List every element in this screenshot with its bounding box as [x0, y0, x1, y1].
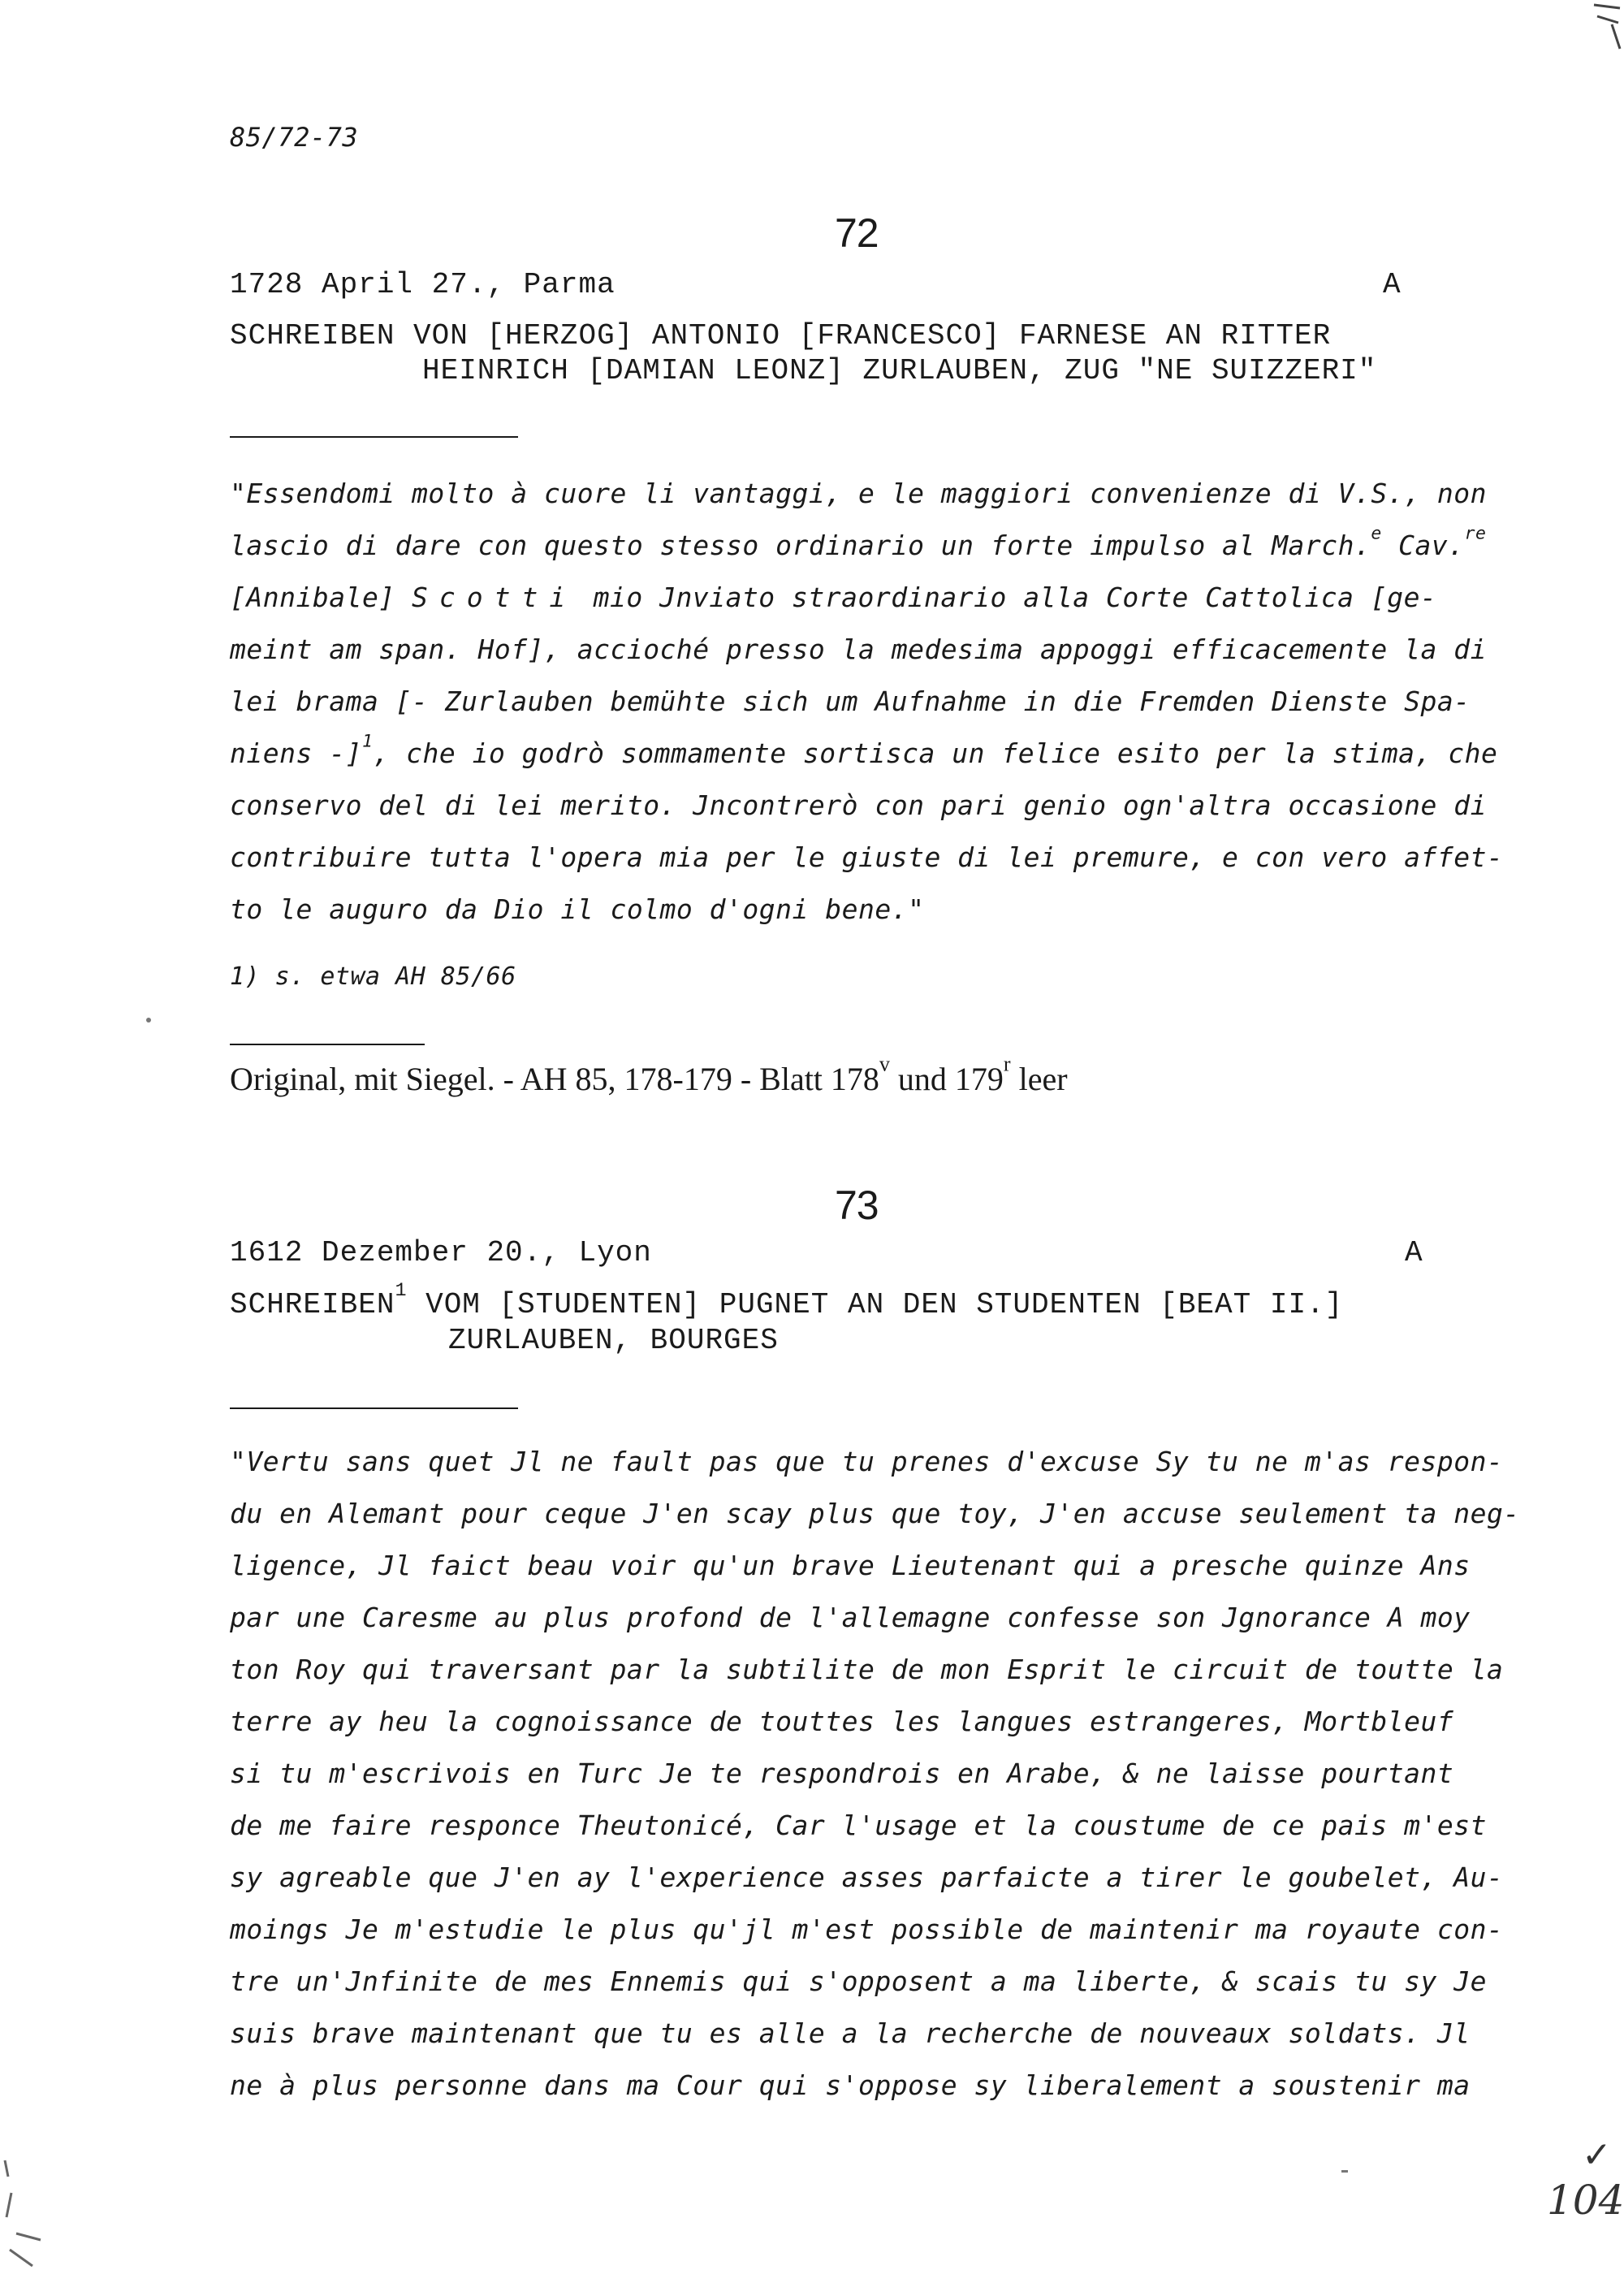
doc72-date-place: 1728 April 27., Parma [230, 268, 615, 301]
doc72-body-line: [Annibale] Scotti mio Jnviato straordinario alla Corte Cattolica [ge- [230, 582, 1437, 613]
separator-rule [230, 1407, 518, 1409]
separator-rule [230, 1044, 425, 1045]
doc72-title-line2: HEINRICH [DAMIAN LEONZ] ZURLAUBEN, ZUG "NE SUIZZERI" [422, 354, 1377, 387]
document-number-73: 73 [835, 1183, 879, 1228]
doc72-body-line: "Essendomi molto à cuore li vantaggi, e le maggiori convenienze di V.S., non [230, 478, 1487, 509]
separator-rule [230, 436, 518, 438]
doc73-body-line: "Vertu sans quet Jl ne fault pas que tu prenes d'excuse Sy tu ne m'as respon- [230, 1446, 1504, 1477]
archive-reference: 85/72-73 [230, 122, 359, 153]
doc73-body-line: ligence, Jl faict beau voir qu'un brave Lieutenant qui a presche quinze Ans [230, 1550, 1471, 1581]
doc73-body-line: suis brave maintenant que tu es alle a la recherche de nouveaux soldats. Jl [230, 2017, 1471, 2049]
doc72-source-note: Original, mit Siegel. - AH 85, 178-179 - Blatt 178$^v$ und 179$^r$ leer [230, 1052, 1068, 1097]
doc72-body-line: lei brama [- Zurlauben bemühte sich um Aufnahme in die Fremden Dienste Spa- [230, 685, 1471, 717]
doc73-body-line: ton Roy qui traversant par la subtilite de mon Esprit le circuit de toutte la [230, 1654, 1504, 1685]
doc72-body-line: conservo del di lei merito. Jncontrerò con pari genio ogn'altra occasione di [230, 789, 1487, 821]
document-number-72: 72 [835, 210, 879, 256]
doc73-body-line: de me faire responce Theutonicé, Car l'usage et la coustume de ce pais m'est [230, 1810, 1487, 1841]
doc72-body-line: meint am span. Hof], accioché presso la medesima appoggi efficacemente la di [230, 633, 1487, 665]
doc73-body-line: terre ay heu la cognoissance de touttes les langues estrangeres, Mortbleuf [230, 1706, 1454, 1737]
doc73-title-line2: ZURLAUBEN, BOURGES [448, 1324, 779, 1357]
doc72-class-letter: A [1383, 268, 1402, 301]
doc73-body-line: ne à plus personne dans ma Cour qui s'oppose sy liberalement a soustenir ma [230, 2069, 1471, 2101]
doc72-body-line: contribuire tutta l'opera mia per le giuste di lei premure, e con vero affet- [230, 841, 1504, 873]
doc73-body-line: si tu m'escrivois en Turc Je te respondrois en Arabe, & ne laisse pourtant [230, 1758, 1454, 1789]
doc72-body-line: lascio di dare con questo stesso ordinario un forte impulso al March.$^e$ Cav.$^{re}$ [230, 523, 1487, 561]
doc73-class-letter: A [1405, 1236, 1423, 1269]
doc73-body-line: du en Alemant pour ceque J'en scay plus que toy, J'en accuse seulement ta neg- [230, 1498, 1520, 1529]
doc73-title-line1: SCHREIBEN$^1$ VOM [STUDENTEN] PUGNET AN DEN STUDENTEN [BEAT II.] [230, 1280, 1344, 1321]
doc73-body-line: sy agreable que J'en ay l'experience asses parfaicte a tirer le goubelet, Au- [230, 1861, 1504, 1893]
doc73-body-line: tre un'Jnfinite de mes Ennemis qui s'opposent a ma liberte, & scais tu sy Je [230, 1965, 1487, 1997]
folio-number: 104 [1547, 2177, 1624, 2224]
speck [1341, 2170, 1348, 2173]
doc72-title-line1: SCHREIBEN VON [HERZOG] ANTONIO [FRANCESCO] FARNESE AN RITTER [230, 319, 1332, 352]
doc72-body-line: niens -]$^1$, che io godrò sommamente sortisca un felice esito per la stima, che [230, 731, 1498, 769]
doc73-date-place: 1612 Dezember 20., Lyon [230, 1236, 652, 1269]
check-mark-icon: ✓ [1582, 2134, 1612, 2176]
scan-edge-mark-icon [0, 2144, 57, 2270]
doc73-body-line: moings Je m'estudie le plus qu'jl m'est possible de maintenir ma royaute con- [230, 1913, 1504, 1945]
doc72-body-line: to le auguro da Dio il colmo d'ogni bene." [230, 893, 925, 925]
doc73-body-line: par une Caresme au plus profond de l'allemagne confesse son Jgnorance A moy [230, 1602, 1471, 1633]
scan-edge-mark-icon [1587, 0, 1624, 57]
speck [146, 1018, 151, 1023]
doc72-footnote: 1) s. etwa AH 85/66 [230, 962, 516, 991]
